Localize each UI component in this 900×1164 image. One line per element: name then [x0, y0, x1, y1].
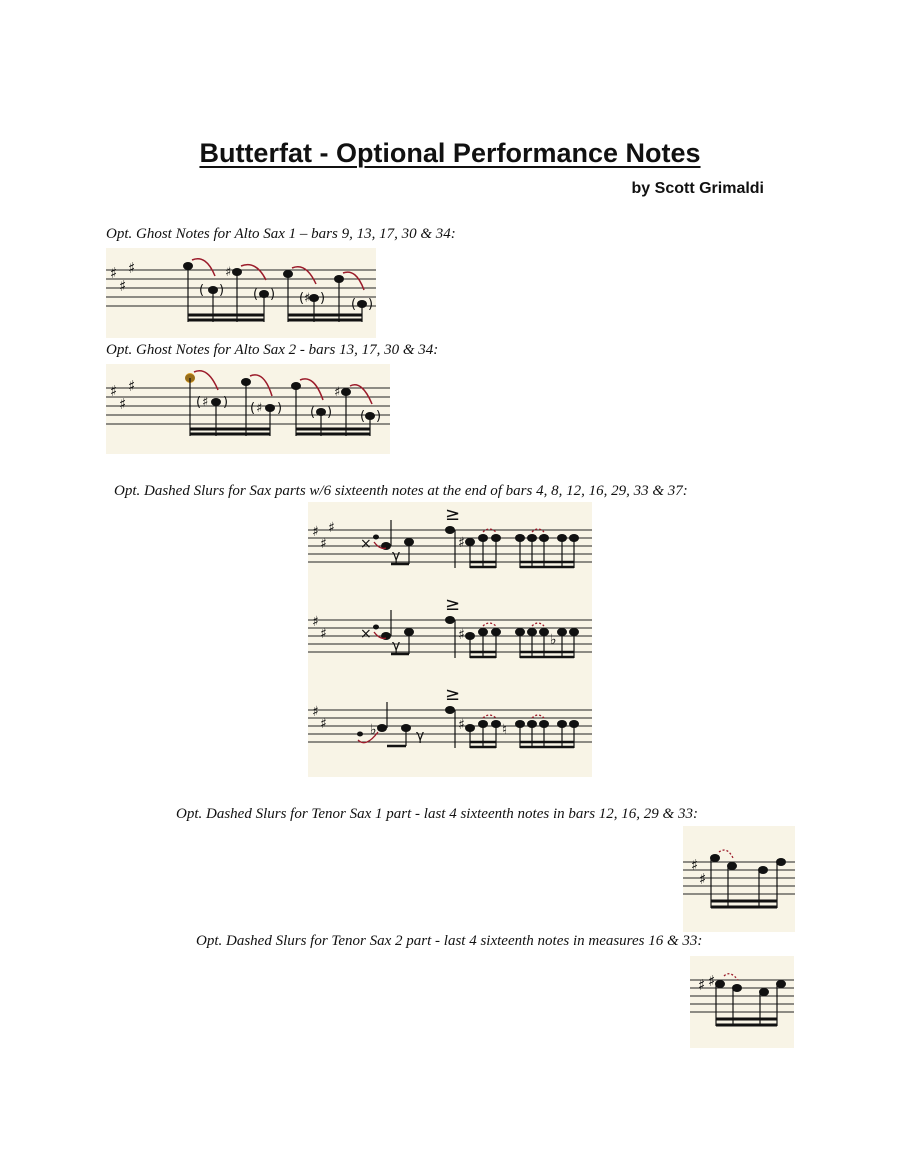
svg-text:(: ( — [351, 297, 357, 312]
key-sharp: ♯ — [110, 382, 118, 400]
svg-text:♯: ♯ — [202, 395, 209, 410]
notation-sax-parts — [308, 502, 592, 777]
svg-text:×: × — [360, 626, 372, 642]
svg-text:(: ( — [250, 401, 256, 416]
key-sharp: ♯ — [128, 377, 136, 395]
excerpt-tenor-sax-1 — [683, 826, 795, 932]
svg-text:×: × — [360, 536, 372, 552]
svg-text:♯: ♯ — [458, 627, 465, 643]
document-title: Butterfat - Optional Performance Notes — [199, 138, 701, 168]
caption-alto-sax-2: Opt. Ghost Notes for Alto Sax 2 - bars 13, 17, 30 & 34: — [106, 342, 439, 358]
svg-text:♯: ♯ — [708, 972, 716, 990]
svg-text:γ: γ — [416, 728, 425, 744]
svg-text:♯: ♯ — [698, 976, 706, 994]
svg-text:(: ( — [310, 405, 316, 420]
svg-text:♯: ♯ — [225, 265, 232, 280]
svg-text:): ) — [320, 291, 326, 306]
caption-alto-sax-1: Opt. Ghost Notes for Alto Sax 1 – bars 9, 13, 17, 30 & 34: — [106, 226, 456, 242]
excerpt-alto-sax-1 — [106, 248, 376, 338]
svg-text:♯: ♯ — [312, 524, 319, 540]
svg-text:(: ( — [196, 395, 202, 410]
key-sharp: ♯ — [119, 395, 127, 413]
svg-text:♯: ♯ — [320, 716, 327, 732]
caption-tenor-sax-2: Opt. Dashed Slurs for Tenor Sax 2 part - last 4 sixteenth notes in measures 16 & 33: — [196, 933, 703, 949]
svg-text:): ) — [223, 395, 229, 410]
svg-text:γ: γ — [392, 638, 401, 654]
svg-text:♯: ♯ — [458, 535, 465, 551]
notation-alto-sax-1 — [106, 248, 376, 338]
key-sharp: ♯ — [110, 264, 118, 282]
svg-text:≥: ≥ — [445, 504, 461, 525]
svg-text:♭: ♭ — [550, 632, 557, 648]
svg-text:♯: ♯ — [458, 717, 465, 733]
svg-text:♯: ♯ — [334, 385, 341, 400]
excerpt-tenor-sax-2 — [690, 956, 794, 1048]
svg-text:≥: ≥ — [445, 684, 461, 705]
svg-text:♯: ♯ — [256, 401, 263, 416]
svg-text:♯: ♯ — [320, 536, 327, 552]
svg-text:(: ( — [360, 409, 366, 424]
svg-text:≥: ≥ — [445, 594, 461, 615]
caption-sax-parts: Opt. Dashed Slurs for Sax parts w/6 sixteenth notes at the end of bars 4, 8, 12, 16, 29, 33 & 37: — [114, 483, 688, 499]
key-sharp: ♯ — [119, 277, 127, 295]
excerpt-sax-parts — [308, 502, 592, 777]
svg-text:(: ( — [253, 287, 259, 302]
key-sharp: ♯ — [128, 259, 136, 277]
svg-text:(: ( — [199, 283, 205, 298]
svg-text:♮: ♮ — [502, 722, 508, 738]
svg-text:γ: γ — [392, 548, 401, 564]
svg-text:): ) — [277, 401, 283, 416]
svg-text:♯: ♯ — [312, 614, 319, 630]
svg-text:♯: ♯ — [304, 291, 311, 306]
author-credit: by Scott Grimaldi — [631, 180, 764, 197]
svg-text:): ) — [327, 405, 333, 420]
notation-tenor-sax-2 — [690, 956, 794, 1048]
notation-tenor-sax-1 — [683, 826, 795, 932]
svg-text:♯: ♯ — [699, 870, 707, 888]
svg-text:): ) — [368, 297, 374, 312]
svg-text:): ) — [270, 287, 276, 302]
svg-text:♯: ♯ — [320, 626, 327, 642]
excerpt-alto-sax-2 — [106, 364, 390, 454]
svg-text:♯: ♯ — [312, 704, 319, 720]
svg-text:♭: ♭ — [370, 722, 377, 738]
svg-text:(: ( — [299, 291, 305, 306]
svg-text:): ) — [219, 283, 225, 298]
caption-tenor-sax-1: Opt. Dashed Slurs for Tenor Sax 1 part - last 4 sixteenth notes in bars 12, 16, 29 & 33: — [176, 806, 698, 822]
svg-text:♯: ♯ — [691, 856, 699, 874]
svg-text:♯: ♯ — [328, 520, 335, 536]
svg-text:): ) — [376, 409, 382, 424]
notation-alto-sax-2 — [106, 364, 390, 454]
